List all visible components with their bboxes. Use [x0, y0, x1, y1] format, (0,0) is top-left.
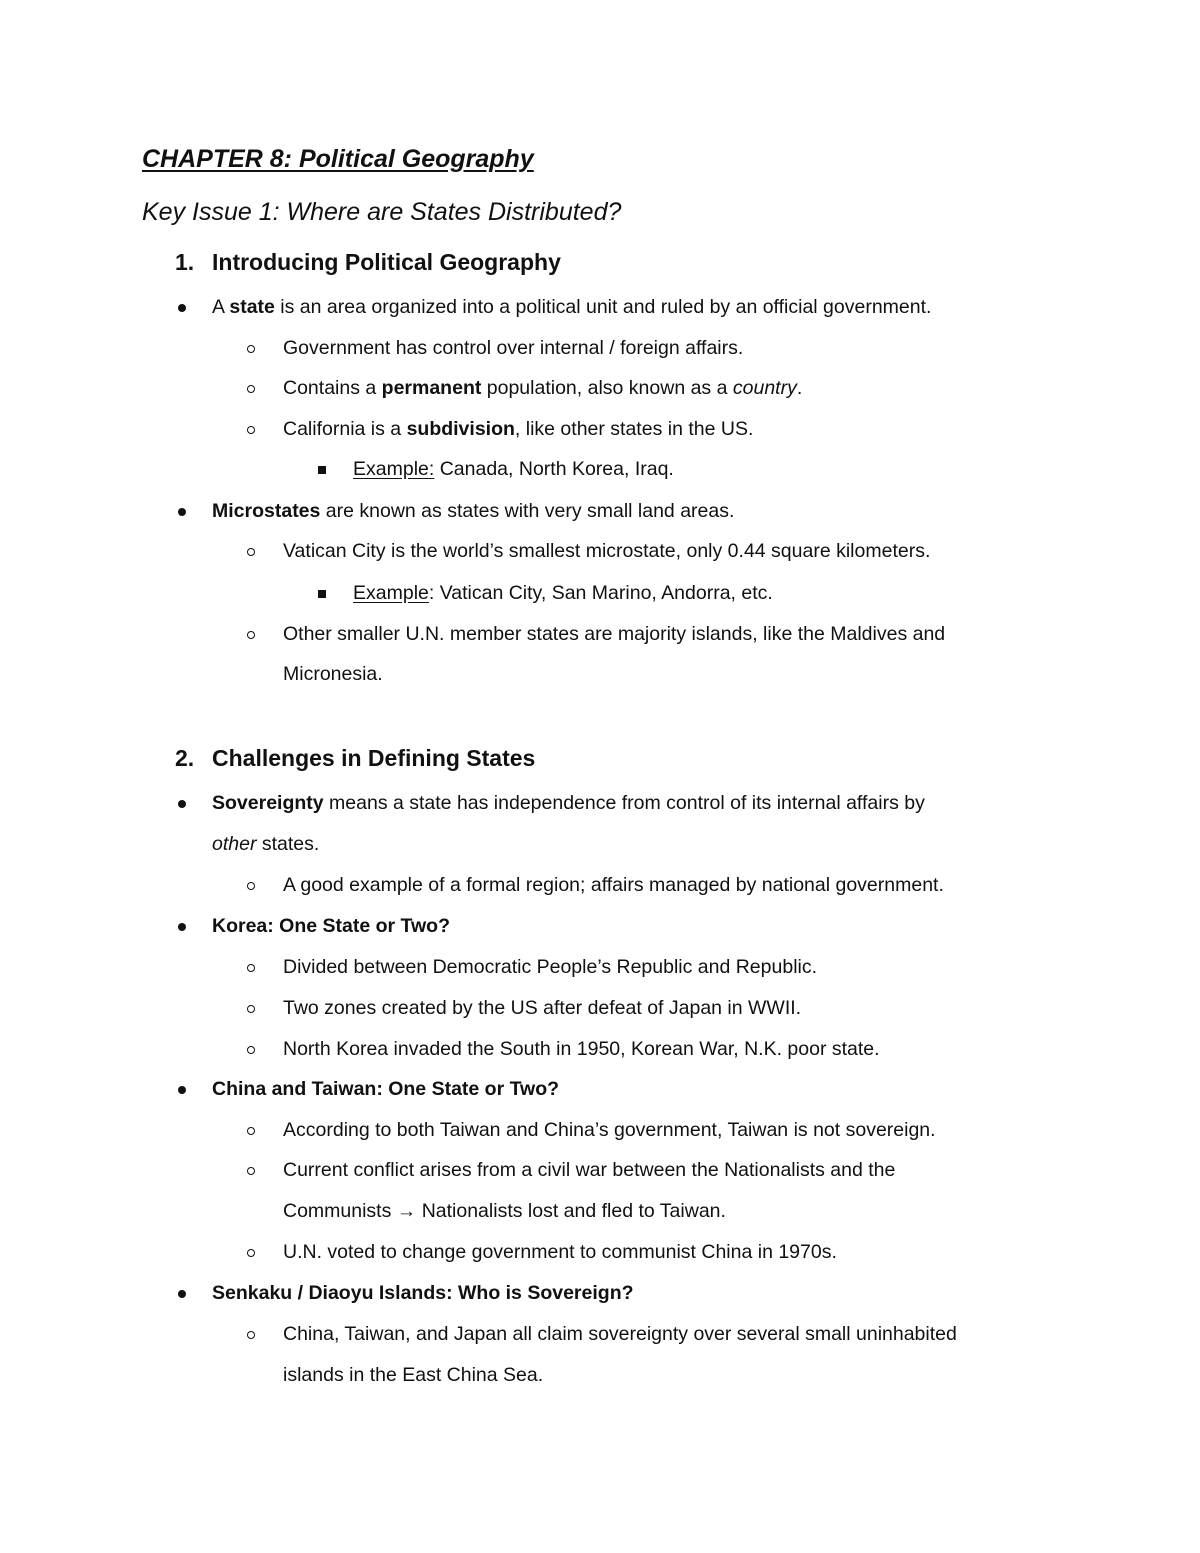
bullet-dot-icon	[178, 923, 186, 931]
section-title: Introducing Political Geography	[212, 249, 561, 275]
list-item: California is a subdivision, like other states in the US.	[283, 416, 753, 442]
list-item	[212, 1076, 559, 1102]
bullet-dot-icon	[178, 508, 186, 516]
bullet-circle-icon	[247, 1331, 255, 1339]
bullet-dot-icon	[178, 1290, 186, 1298]
bullet-circle-icon	[247, 631, 255, 639]
list-item: A state is an area organized into a political unit and ruled by an official government.	[212, 294, 931, 320]
example-label: Example	[353, 582, 429, 604]
bullet-circle-icon	[247, 1167, 255, 1175]
section-number: 1.	[175, 249, 195, 275]
list-item: Vatican City is the world’s smallest microstate, only 0.44 square kilometers.	[283, 538, 930, 564]
subheading: Korea: One State or Two?	[212, 915, 450, 937]
section-title: Challenges in Defining States	[212, 745, 536, 771]
list-item: Example: Canada, North Korea, Iraq.	[353, 456, 674, 482]
list-item: Other smaller U.N. member states are majority islands, like the Maldives and	[283, 621, 945, 647]
bullet-circle-icon	[247, 1249, 255, 1257]
key-issue-heading: Key Issue 1: Where are States Distributed?	[142, 198, 622, 226]
list-item: Contains a permanent population, also known as a country.	[283, 375, 802, 401]
bullet-circle-icon	[247, 1127, 255, 1135]
bullet-circle-icon	[247, 1005, 255, 1013]
bullet-dot-icon	[178, 304, 186, 312]
list-item: Divided between Democratic People’s Republic and Republic.	[283, 954, 817, 980]
bullet-square-icon	[318, 590, 326, 598]
bullet-circle-icon	[247, 1046, 255, 1054]
chapter-title: CHAPTER 8: Political Geography	[142, 145, 534, 173]
term: state	[229, 296, 275, 318]
section-heading-1	[175, 246, 561, 278]
section-number: 2.	[175, 745, 195, 771]
bullet-dot-icon	[178, 800, 186, 808]
list-item: Example: Vatican City, San Marino, Andorra, etc.	[353, 580, 773, 606]
list-item-continuation: Micronesia.	[283, 663, 383, 685]
bullet-circle-icon	[247, 345, 255, 353]
list-item: Government has control over internal / foreign affairs.	[283, 335, 743, 361]
bullet-circle-icon	[247, 964, 255, 972]
list-item: China, Taiwan, and Japan all claim sovereignty over several small uninhabited	[283, 1321, 957, 1347]
list-item-continuation: Communists → Nationalists lost and fled to Taiwan.	[283, 1200, 726, 1222]
bullet-circle-icon	[247, 548, 255, 556]
list-item: A good example of a formal region; affairs managed by national government.	[283, 872, 944, 898]
list-item: According to both Taiwan and China’s government, Taiwan is not sovereign.	[283, 1117, 936, 1143]
subheading: China and Taiwan: One State or Two?	[212, 1078, 560, 1100]
list-item	[212, 913, 450, 939]
list-item: U.N. voted to change government to communist China in 1970s.	[283, 1239, 837, 1265]
list-item-continuation: other states.	[212, 833, 320, 855]
term: Sovereignty	[212, 792, 324, 814]
term-italic: other	[212, 833, 257, 855]
list-item: Two zones created by the US after defeat of Japan in WWII.	[283, 995, 801, 1021]
list-item: Sovereignty means a state has independence from control of its internal affairs by	[212, 790, 925, 816]
subheading: Senkaku / Diaoyu Islands: Who is Sovereign?	[212, 1282, 634, 1304]
list-item: North Korea invaded the South in 1950, Korean War, N.K. poor state.	[283, 1036, 880, 1062]
term: Microstates	[212, 500, 321, 522]
bullet-circle-icon	[247, 385, 255, 393]
term: subdivision	[406, 418, 515, 440]
list-item-continuation: islands in the East China Sea.	[283, 1364, 544, 1386]
term-italic: country	[732, 377, 797, 399]
list-item: Current conflict arises from a civil war between the Nationalists and the	[283, 1157, 895, 1183]
example-label: Example:	[353, 458, 435, 480]
bullet-circle-icon	[247, 426, 255, 434]
bullet-circle-icon	[247, 882, 255, 890]
list-item: Microstates are known as states with very small land areas.	[212, 498, 734, 524]
section-heading-2	[175, 742, 535, 774]
list-item	[212, 1280, 634, 1306]
bullet-dot-icon	[178, 1086, 186, 1094]
term: permanent	[381, 377, 482, 399]
bullet-square-icon	[318, 466, 326, 474]
